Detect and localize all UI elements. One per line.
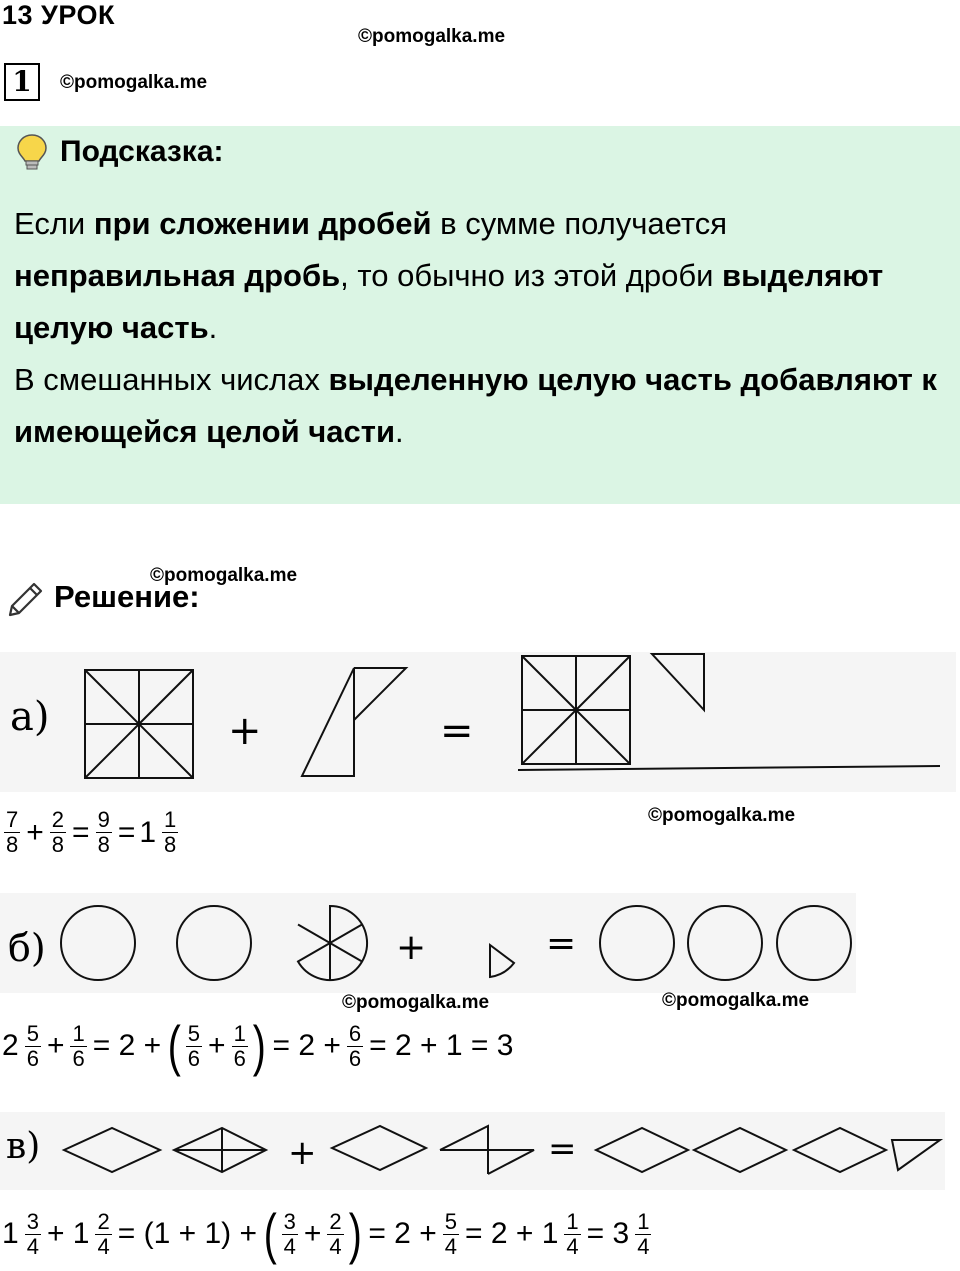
- numerator: 2: [329, 1208, 342, 1234]
- operator: = 2 +: [272, 1029, 341, 1062]
- sector-piece: [490, 945, 514, 977]
- denominator: 4: [97, 1233, 110, 1259]
- denominator: 6: [187, 1045, 201, 1071]
- fraction: [282, 1210, 298, 1259]
- numerator: 6: [348, 1020, 362, 1046]
- fraction: [162, 808, 178, 857]
- hint-text: [14, 198, 954, 458]
- hint-text-part: .: [395, 414, 404, 449]
- fraction: [327, 1210, 343, 1259]
- hint-title: Подсказка:: [60, 135, 224, 168]
- fraction: [70, 1022, 86, 1071]
- equals-sign: =: [548, 1129, 577, 1169]
- lesson-title: 13 УРОК: [2, 0, 115, 30]
- fraction: [4, 808, 20, 857]
- watermark: ©pomogalka.me: [60, 72, 208, 93]
- operator: =: [72, 815, 90, 849]
- equals-sign: =: [546, 923, 577, 964]
- fraction: [25, 1210, 41, 1259]
- operator: +: [208, 1029, 226, 1062]
- numerator: 1: [164, 807, 177, 832]
- operator: = 3: [586, 1217, 630, 1250]
- hint-text-bold: выделяют целую часть: [14, 258, 884, 345]
- fraction: [95, 1210, 111, 1259]
- watermark: ©pomogalka.me: [150, 565, 298, 586]
- rhombuses: [64, 1126, 940, 1174]
- denominator: 4: [444, 1233, 457, 1259]
- denominator: 6: [233, 1045, 246, 1071]
- square-7-8: [85, 670, 193, 778]
- numerator: 9: [97, 807, 110, 832]
- operator: = (1 + 1) +: [117, 1217, 257, 1250]
- figure-c: [0, 1112, 945, 1190]
- watermark: ©pomogalka.me: [648, 805, 796, 826]
- whole-part: 2: [2, 1029, 19, 1062]
- numerator: 1: [72, 1020, 85, 1046]
- denominator: 8: [51, 832, 65, 857]
- numerator: 1: [637, 1208, 650, 1234]
- label-a: а): [10, 694, 50, 740]
- operator: = 2 + 1 = 3: [369, 1029, 514, 1062]
- plus-sign: +: [288, 1133, 317, 1173]
- hint-text-part: В смешанных числах: [14, 362, 329, 397]
- denominator: 4: [566, 1233, 579, 1259]
- pencil-icon: [6, 576, 48, 618]
- numerator: 3: [283, 1208, 296, 1234]
- two-triangles: [302, 668, 406, 776]
- circles-right: [600, 906, 851, 980]
- square-full: [518, 654, 940, 770]
- operator: +: [46, 1029, 65, 1062]
- watermark: ©pomogalka.me: [662, 990, 810, 1011]
- denominator: 6: [26, 1045, 39, 1071]
- denominator: 4: [637, 1233, 650, 1259]
- lightbulb-icon: [14, 132, 50, 172]
- task-number: 1: [4, 63, 40, 101]
- watermark: ©pomogalka.me: [342, 992, 490, 1013]
- left-paren: (: [263, 1202, 277, 1265]
- hint-text-part: .: [208, 310, 218, 345]
- label-c: в): [6, 1126, 41, 1167]
- denominator: 6: [348, 1045, 362, 1071]
- numerator: 2: [51, 807, 65, 832]
- plus-sign: +: [228, 708, 262, 754]
- hint-text-bold: неправильная дробь: [14, 258, 341, 293]
- fraction: [347, 1022, 363, 1071]
- denominator: 8: [97, 832, 110, 857]
- denominator: 6: [72, 1045, 85, 1071]
- denominator: 8: [164, 832, 177, 857]
- equals-sign: =: [440, 708, 474, 754]
- hint-text-part: , то обычно из этой дроби: [340, 258, 723, 293]
- hint-text-part: в сумме получается: [431, 206, 727, 241]
- solution-title: Решение:: [54, 579, 200, 614]
- denominator: 4: [26, 1233, 39, 1259]
- fraction: [50, 808, 66, 857]
- operator: = 2 +: [368, 1217, 437, 1250]
- denominator: 4: [283, 1233, 296, 1259]
- hint-text-bold: выделенную целую часть добавляют к имеющейся целой части: [14, 362, 937, 449]
- operator: + 1: [46, 1217, 90, 1250]
- fraction: [564, 1210, 580, 1259]
- numerator: 5: [26, 1020, 39, 1046]
- hint-text-bold: при сложении дробей: [93, 206, 432, 241]
- denominator: 8: [6, 832, 19, 857]
- right-paren: ): [252, 1014, 266, 1077]
- equation-c: [2, 1202, 653, 1265]
- fraction: [635, 1210, 651, 1259]
- numerator: 1: [566, 1208, 579, 1234]
- numerator: 5: [187, 1020, 201, 1046]
- numerator: 2: [97, 1208, 110, 1234]
- numerator: 1: [233, 1020, 246, 1046]
- fraction: [96, 808, 112, 857]
- denominator: 4: [329, 1233, 342, 1259]
- circles-left: [61, 906, 367, 980]
- whole-part: 1: [139, 815, 157, 849]
- equation-b: [2, 1014, 517, 1077]
- label-b: б): [8, 926, 46, 970]
- figure-a: [0, 652, 956, 792]
- operator: = 2 +: [92, 1029, 162, 1062]
- fraction: [186, 1022, 202, 1071]
- operator: +: [303, 1217, 322, 1250]
- solution-header: [6, 576, 200, 618]
- operator: = 2 + 1: [464, 1217, 559, 1250]
- figure-b: [0, 893, 856, 993]
- hint-header: [14, 132, 224, 172]
- right-paren: ): [348, 1202, 362, 1265]
- fraction: [443, 1210, 459, 1259]
- fraction: [25, 1022, 41, 1071]
- watermark: ©pomogalka.me: [358, 26, 506, 47]
- operator: +: [26, 815, 44, 849]
- numerator: 5: [444, 1208, 457, 1234]
- numerator: 3: [26, 1208, 39, 1234]
- plus-sign: +: [396, 927, 427, 968]
- left-paren: (: [167, 1014, 181, 1077]
- hint-text-part: Если: [14, 206, 94, 241]
- equation-a: [2, 808, 180, 857]
- fraction: [232, 1022, 248, 1071]
- whole-part: 1: [2, 1217, 19, 1250]
- operator: =: [117, 815, 136, 849]
- numerator: 7: [6, 807, 19, 832]
